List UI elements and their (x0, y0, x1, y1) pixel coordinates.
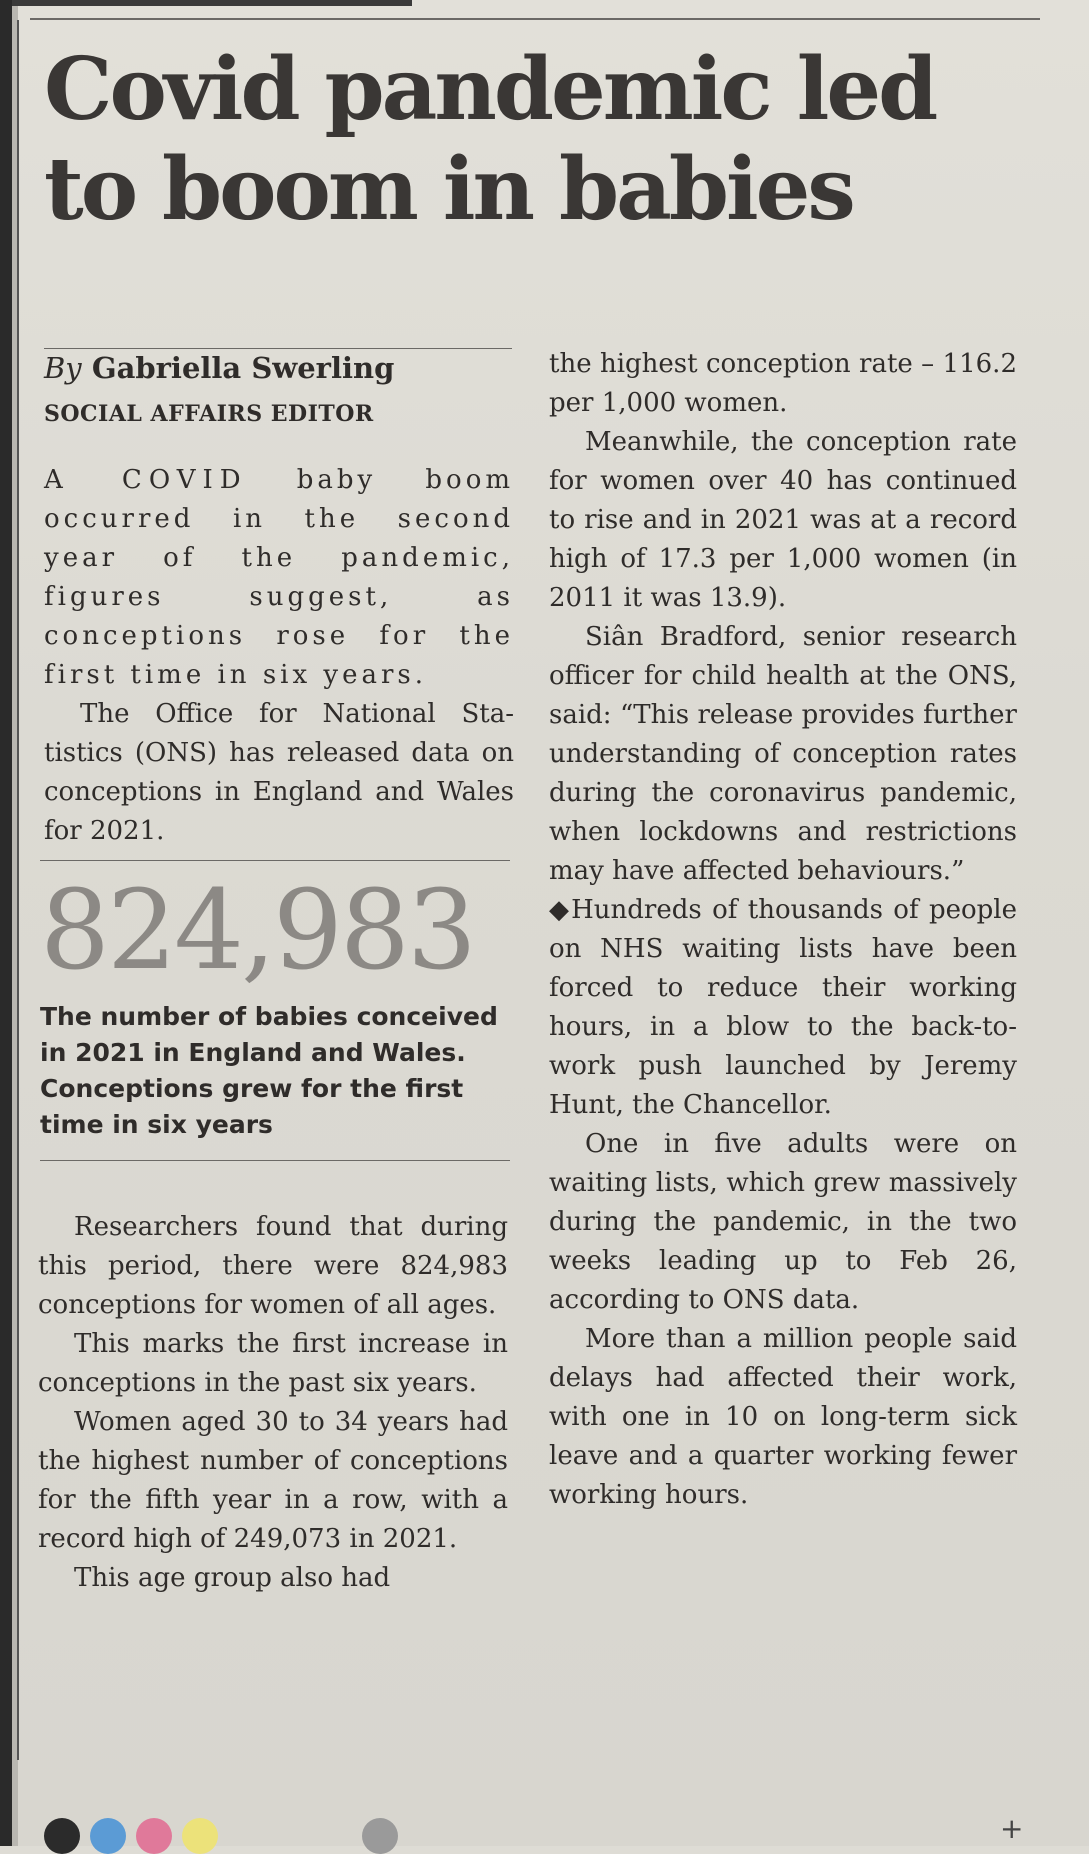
print-dot (44, 1818, 80, 1854)
body-paragraph: This marks the first increase in conceptions in the past six years. (38, 1329, 508, 1398)
body-paragraph: The Office for National Statistics (ONS) has released data on conceptions in England and Wales for 2021. (44, 699, 514, 846)
stat-number: 824,983 (40, 866, 474, 994)
lead-paragraph-text: baby boom occurred in the second year of the pandemic, figures suggest, as conceptions rose for the first time in six years. (44, 465, 514, 690)
byline-rule (44, 348, 512, 349)
body-paragraph: Researchers found that during this period, there were 824,983 conceptions for women of all ages. (38, 1212, 508, 1320)
top-rule (30, 18, 1040, 20)
byline-prefix: By (44, 351, 82, 385)
left-column-top (44, 461, 514, 851)
news-brief-paragraph: ◆Hundreds of thousands of people on NHS waiting lists have been forced to reduce their working hours, in a blow to the back-to-work push launched by Jeremy Hunt, the Chancellor. (549, 895, 1017, 1120)
left-column-bottom (38, 1208, 508, 1598)
print-dot (136, 1818, 172, 1854)
body-paragraph: Women aged 30 to 34 years had the highest number of conceptions for the fifth year in a row, with a record high of 249,073 in 2021. (38, 1407, 508, 1554)
page-edge-shadow (0, 0, 12, 1846)
body-paragraph: Siân Bradford, senior research officer for child health at the ONS, said: “This release provides further understanding of conception rates during the coronavirus pandemic, when lockdowns and restrictions may have affected behaviours.” (549, 622, 1017, 886)
body-paragraph: More than a million people said delays had affected their work, with one in 10 on long-term sick leave and a quarter working fewer working hours. (549, 1324, 1017, 1510)
lead-drop-caps: A COVID (44, 465, 248, 495)
body-paragraph: the highest conception rate – 116.2 per 1,000 women. (549, 349, 1017, 418)
print-dot (362, 1818, 398, 1854)
byline (44, 350, 514, 386)
body-paragraph: Meanwhile, the conception rate for women over 40 has continued to rise and in 2021 was at a record high of 17.3 per 1,000 women (in 2011 it was 13.9). (549, 427, 1017, 613)
print-dot (182, 1818, 218, 1854)
print-dot (90, 1818, 126, 1854)
column-rule-left (17, 20, 19, 1760)
lead-paragraph (44, 461, 514, 695)
right-column (549, 345, 1017, 1515)
top-edge-bar (12, 0, 412, 6)
byline-author: Gabriella Swerling (91, 351, 395, 385)
headline: Covid pandemic led to boom in babies (44, 39, 936, 240)
body-paragraph: This age group also had (74, 1563, 391, 1593)
byline-role: SOCIAL AFFAIRS EDITOR (44, 401, 374, 427)
stat-box-top-rule (40, 860, 510, 861)
crop-mark-icon: + (1000, 1812, 1024, 1845)
body-paragraph: One in five adults were on waiting lists, which grew massively during the pandemic, in the two weeks leading up to Feb 26, according to ONS data. (549, 1129, 1017, 1315)
stat-caption: The number of babies conceived in 2021 in England and Wales. Conceptions grew for the first time in six years (40, 1002, 498, 1139)
stat-box-bottom-rule (40, 1160, 510, 1161)
